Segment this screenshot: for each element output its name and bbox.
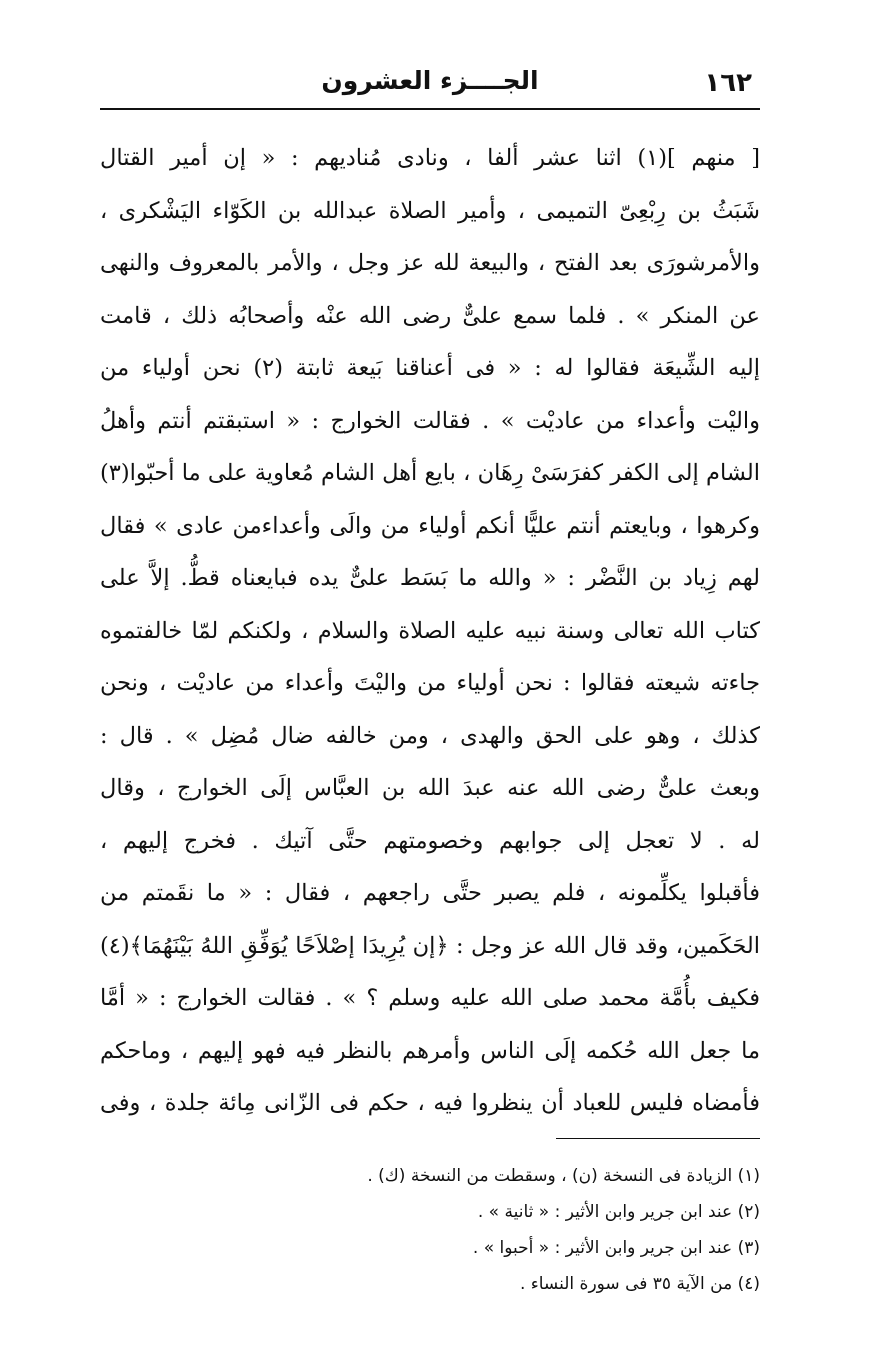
page-header (100, 60, 760, 106)
text-line: الشام إلى الكفر كفرَسَىْ رِهَان ، بايع أهل الشام مُعاوية على ما أحبّوا(٣) (100, 460, 760, 486)
text-line: عن المنكر » . فلما سمع علىٌّ رضى الله عنْه وأصحابُه ذلك ، قامت (100, 302, 760, 329)
text-line: له . لا تعجل إلى جوابهم وخصومتهم حتَّى آتيك . فخرج إليهم ، (100, 827, 760, 854)
text-line: وكرهوا ، وبايعتم أنتم عليًّا أنكم أولياء من والَى وأعداءمن عادى » فقال (100, 512, 760, 539)
text-line: كتاب الله تعالى وسنة نبيه عليه الصلاة والسلام ، ولكنكم لمّا خالفتموه (100, 617, 760, 644)
header-rule (100, 108, 760, 110)
text-line: فأقبلوا يكلِّمونه ، فلم يصبر حتَّى راجعهم ، فقال : « ما نقَمتم من (100, 880, 760, 906)
text-line: وبعث علىٌّ رضى الله عنه عبدَ الله بن العبَّاس إلَى الخوارج ، وقال (100, 775, 760, 801)
text-line: الحَكَمين، وقد قال الله عز وجل : ﴿إن يُرِيدَا إصْلاَحًا يُوَفِّقِ اللهُ بَيْنَهُمَا﴾(٤) (100, 932, 760, 959)
text-line: ما جعل الله حُكمه إلَى الناس وأمرهم بالنظر فيه فهو إليهم ، وماحكم (100, 1037, 760, 1064)
footnote-rule (556, 1138, 760, 1139)
footnote: (٢) عند ابن جرير وابن الأثير : « ثانية » . (477, 1202, 760, 1222)
text-line: والأمرشورَى بعد الفتح ، والبيعة لله عز وجل ، والأمر بالمعروف والنهى (100, 250, 760, 276)
text-line: إليه الشِّيعَة فقالوا له : « فى أعناقنا بَيعة ثابتة (٢) نحن أولياء من (100, 355, 760, 381)
text-line: [ منهم ](١) اثنا عشر ألفا ، ونادى مُناديهم : « إن أمير القتال (100, 145, 760, 171)
page-number: ١٦٢ (704, 68, 752, 98)
text-line: واليْت وأعداء من عاديْت » . فقالت الخوارج : « استبقتم أنتم وأهلُ (100, 407, 760, 434)
text-line: كذلك ، وهو على الحق والهدى ، ومن خالفه ضال مُضِل » . قال : (100, 722, 760, 749)
text-line: لهم زِياد بن النَّضْر : « والله ما بَسَط علىٌّ يده فبايعناه قطُّ. إلاَّ على (100, 565, 760, 591)
text-line: جاءته شيعته فقالوا : نحن أولياء من واليْتَ وأعداء من عاديْت ، ونحن (100, 670, 760, 696)
text-line: فكيف بأُمَّة محمد صلى الله عليه وسلم ؟ » . فقالت الخوارج : « أمَّا (100, 985, 760, 1011)
body-text (100, 132, 760, 1130)
footnotes (300, 1158, 760, 1302)
footnote: (٤) من الآية ٣٥ فى سورة النساء . (519, 1274, 760, 1294)
text-line: فأمضاه فليس للعباد أن ينظروا فيه ، حكم فى الزّانى مِائة جلدة ، وفى (100, 1090, 760, 1116)
text-line: شَبَثُ بن رِبْعِىّ التميمى ، وأمير الصلاة عبدالله بن الكَوّاء اليَشْكرى ، (100, 197, 760, 224)
footnote: (١) الزيادة فى النسخة (ن) ، وسقطت من النسخة (ك) . (367, 1166, 760, 1186)
running-title: الجــــزء العشرون (321, 66, 539, 95)
footnote: (٣) عند ابن جرير وابن الأثير : « أحبوا » . (472, 1238, 760, 1258)
